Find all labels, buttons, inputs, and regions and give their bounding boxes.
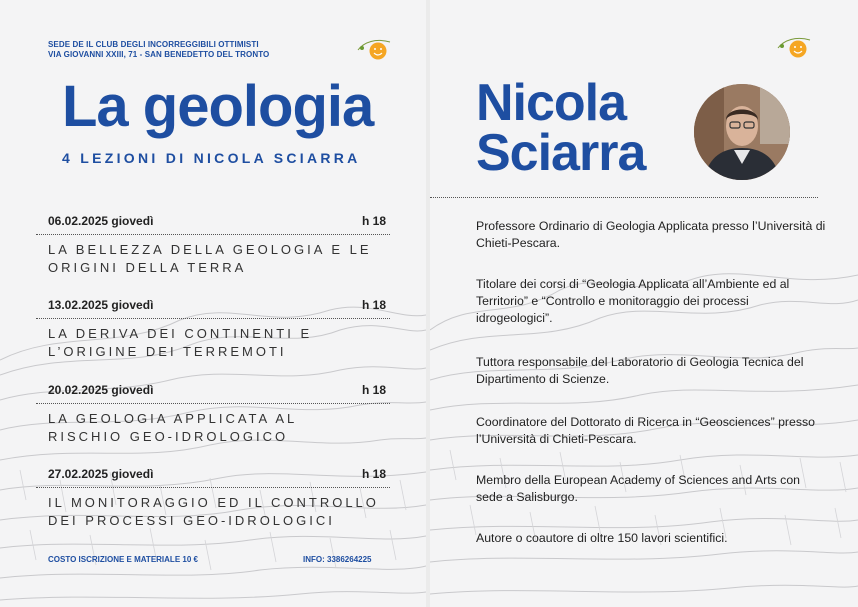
venue-line-2: VIA GIOVANNI XXIII, 71 - SAN BENEDETTO DEL TRONTO bbox=[48, 50, 270, 59]
event-subtitle: 4 LEZIONI DI NICOLA SCIARRA bbox=[62, 150, 361, 166]
bio-paragraph: Membro della European Academy of Sciences and Arts con sede a Salisburgo. bbox=[476, 473, 800, 504]
lesson-title bbox=[48, 241, 390, 277]
bio-paragraph: Tuttora responsabile del Laboratorio di Geologia Tecnica del Dipartimento di Scienze. bbox=[476, 355, 804, 386]
lesson-title-line-1: LA DERIVA DEI CONTINENTI E bbox=[48, 326, 313, 341]
lesson-time: h 18 bbox=[361, 214, 386, 228]
lesson-title-line-1: LA GEOLOGIA APPLICATA AL bbox=[48, 411, 298, 426]
portrait-photo bbox=[694, 84, 790, 180]
lesson-title-line-1: IL MONITORAGGIO ED IL CONTROLLO bbox=[48, 495, 379, 510]
dotted-divider bbox=[36, 403, 390, 404]
club-logo-smiley-icon bbox=[356, 36, 392, 62]
lesson-date: 06.02.2025 giovedì bbox=[48, 214, 154, 228]
venue-line-1: SEDE DE IL CLUB DEGLI INCORREGGIBILI OTTIMISTI bbox=[48, 40, 259, 49]
lesson-title bbox=[48, 410, 390, 446]
lesson-title-line-1: LA BELLEZZA DELLA GEOLOGIA E LE bbox=[48, 242, 372, 257]
lesson-title-line-2: DEI PROCESSI GEO-IDROLOGICI bbox=[48, 513, 335, 528]
lesson-date: 20.02.2025 giovedì bbox=[48, 383, 154, 397]
lesson-date: 13.02.2025 giovedì bbox=[48, 298, 154, 312]
lesson-title-line-2: ORIGINI DELLA TERRA bbox=[48, 260, 247, 275]
bio-paragraph: Titolare dei corsi di “Geologia Applicata all’Ambiente ed al Territorio” e “Controllo e monitoraggio dei processi idrogeologici”. bbox=[476, 277, 790, 325]
lesson-title-line-2: L’ORIGINE DEI TERREMOTI bbox=[48, 344, 287, 359]
dotted-divider bbox=[36, 234, 390, 235]
lesson-time: h 18 bbox=[361, 467, 386, 481]
venue-info bbox=[48, 40, 269, 60]
lesson-time: h 18 bbox=[361, 383, 386, 397]
dotted-divider bbox=[36, 487, 390, 488]
lesson-time: h 18 bbox=[361, 298, 386, 312]
contact-info: INFO: 3386264225 bbox=[303, 555, 372, 564]
bio-paragraph: Professore Ordinario di Geologia Applicata presso l’Università di Chieti-Pescara. bbox=[476, 219, 826, 250]
club-logo-smiley-icon bbox=[776, 34, 812, 60]
speaker-last-name: Sciarra bbox=[476, 124, 646, 182]
lesson-item bbox=[48, 467, 390, 530]
speaker-first-name: Nicola bbox=[476, 74, 627, 132]
dotted-divider bbox=[36, 318, 390, 319]
dotted-divider bbox=[430, 197, 818, 198]
speaker-name bbox=[476, 74, 646, 182]
bio-paragraph: Autore o coautore di oltre 150 lavori scientifici. bbox=[476, 531, 728, 545]
left-panel bbox=[0, 0, 426, 607]
lesson-title bbox=[48, 325, 390, 361]
lesson-item bbox=[48, 298, 390, 361]
cost-info: COSTO ISCRIZIONE E MATERIALE 10 € bbox=[48, 555, 198, 564]
bio-paragraph: Coordinatore del Dottorato di Ricerca in “Geosciences” presso l’Università di Chieti-Pescara. bbox=[476, 415, 816, 446]
lesson-item bbox=[48, 214, 390, 277]
lesson-title-line-2: RISCHIO GEO-IDROLOGICO bbox=[48, 429, 289, 444]
lesson-item bbox=[48, 383, 390, 446]
lesson-date: 27.02.2025 giovedì bbox=[48, 467, 154, 481]
event-title: La geologia bbox=[62, 74, 374, 139]
lesson-title bbox=[48, 494, 390, 530]
